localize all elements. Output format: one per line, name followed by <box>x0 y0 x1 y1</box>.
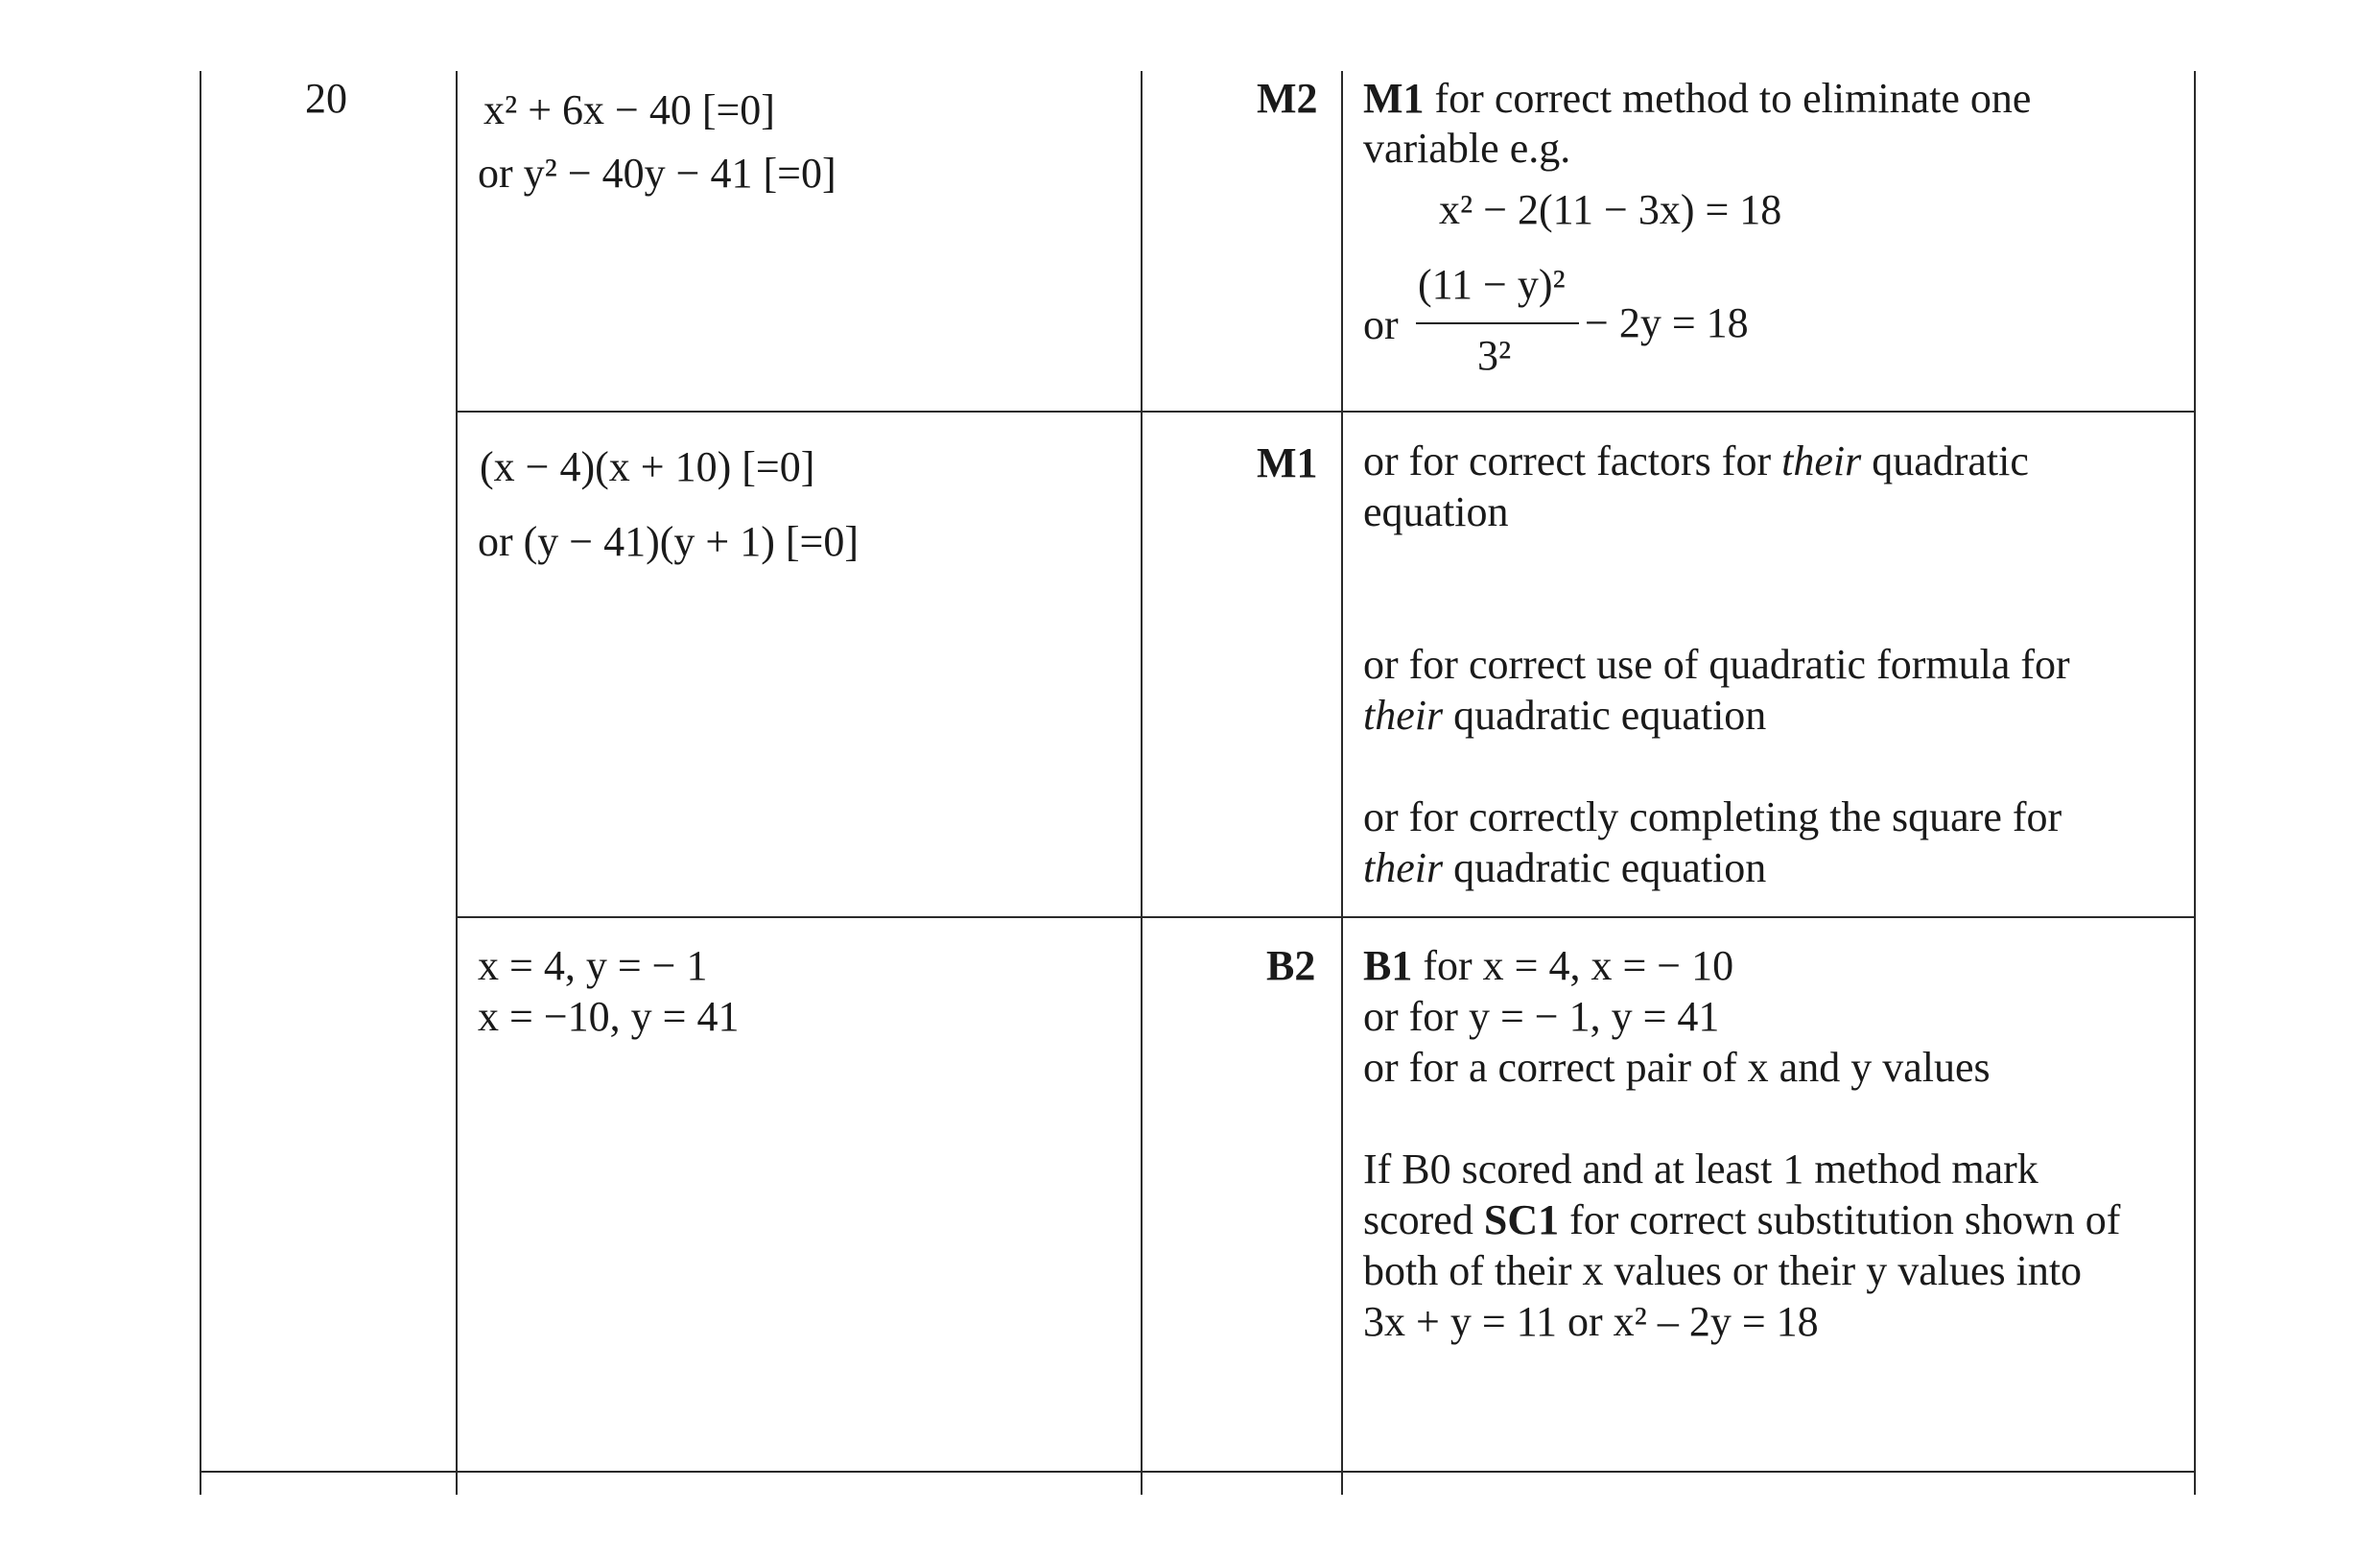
guidance-line <box>1363 842 1766 893</box>
row-divider-2 <box>457 916 2195 918</box>
guidance-text: for correct substitution shown of <box>1559 1196 2121 1243</box>
row-divider-1 <box>457 411 2195 413</box>
guidance-line: 3x + y = 11 or x² – 2y = 18 <box>1363 1298 1819 1345</box>
guidance-line: equation <box>1363 488 1509 535</box>
guidance-or: or <box>1363 301 1399 348</box>
column-divider-working <box>456 71 458 1495</box>
guidance-text: quadratic equation <box>1443 844 1767 891</box>
guidance-text: scored <box>1363 1196 1484 1243</box>
table-border-left <box>200 71 201 1495</box>
working-line: x = 4, y = − 1 <box>478 942 708 989</box>
guidance-line <box>1363 436 2029 486</box>
guidance-line: or for y = − 1, y = 41 <box>1363 993 1720 1040</box>
guidance-line <box>1363 73 2031 124</box>
mark-label: B2 <box>1266 942 1316 989</box>
guidance-line: both of their x values or their y values into <box>1363 1247 2083 1294</box>
fraction-bar <box>1416 322 1579 324</box>
guidance-text: quadratic equation <box>1443 692 1767 739</box>
column-divider-guidance <box>1341 71 1343 1495</box>
guidance-line <box>1363 690 1766 741</box>
guidance-text: quadratic <box>1861 437 2029 484</box>
guidance-text: or for correct factors for <box>1363 437 1782 484</box>
mark-code: M1 <box>1363 75 1425 122</box>
guidance-text: for x = 4, x = − 10 <box>1412 942 1734 989</box>
working-line: or (y − 41)(y + 1) [=0] <box>478 518 860 565</box>
working-line: x² + 6x − 40 [=0] <box>483 86 775 133</box>
mark-code: SC1 <box>1483 1196 1560 1243</box>
mark-label: M1 <box>1257 439 1318 486</box>
table-border-right <box>2194 71 2196 1495</box>
guidance-line: or for correct use of quadratic formula for <box>1363 641 2070 688</box>
guidance-emphasis: their <box>1781 437 1862 484</box>
guidance-line: or for a correct pair of x and y values <box>1363 1044 1991 1091</box>
fraction-rest: − 2y = 18 <box>1585 299 1749 346</box>
guidance-emphasis: their <box>1363 692 1444 739</box>
guidance-line: variable e.g. <box>1363 125 1571 172</box>
guidance-line: If B0 scored and at least 1 method mark <box>1363 1146 2038 1193</box>
guidance-line <box>1363 1194 2120 1245</box>
question-number: 20 <box>305 75 347 122</box>
fraction-denominator: 3² <box>1477 332 1512 379</box>
working-line: or y² − 40y − 41 [=0] <box>478 150 837 197</box>
working-line: (x − 4)(x + 10) [=0] <box>480 443 815 490</box>
table-bottom-border <box>200 1471 2195 1473</box>
guidance-emphasis: their <box>1363 844 1444 891</box>
mark-label: M2 <box>1257 75 1318 122</box>
guidance-line: or for correctly completing the square for <box>1363 793 2062 840</box>
example-equation: x² − 2(11 − 3x) = 18 <box>1439 186 1782 233</box>
mark-code: B1 <box>1363 942 1413 989</box>
guidance-line <box>1363 940 1733 991</box>
working-line: x = −10, y = 41 <box>478 993 740 1040</box>
fraction-numerator: (11 − y)² <box>1418 261 1566 308</box>
guidance-text: for correct method to eliminate one <box>1424 75 2032 122</box>
column-divider-mark <box>1141 71 1143 1495</box>
